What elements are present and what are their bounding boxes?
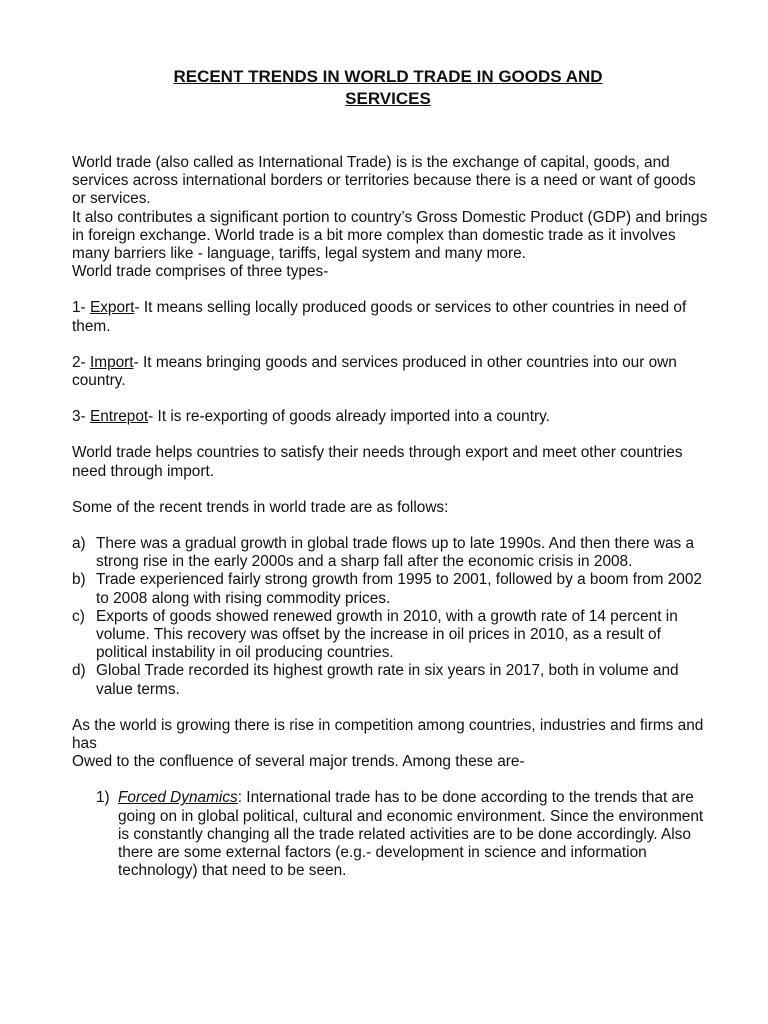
list-item: b) Trade experienced fairly strong growth from 1995 to 2001, followed by a boom from 2002 to 2008 along with rising commodity prices. <box>72 571 702 607</box>
list-item: c) Exports of goods showed renewed growth in 2010, with a growth rate of 14 percent in volume. This recovery was offset by the increase in oil prices in 2010, as a result of political instability in oil producing countries. <box>72 607 678 662</box>
type-entrepot: 3- Entrepot- It is re-exporting of goods already imported into a country. <box>72 408 550 426</box>
title-line-1: RECENT TRENDS IN WORLD TRADE IN GOODS AND <box>173 67 603 86</box>
trends-list <box>72 535 712 699</box>
forced-dynamics-term: Forced Dynamics <box>118 789 238 807</box>
type-export: 1- Export- It means selling locally produced goods or services to other countries in need of them. <box>72 299 687 335</box>
type-export-term: Export <box>89 299 135 317</box>
competition-paragraph-1: As the world is growing there is rise in competition among countries, industries and firms and has <box>72 716 704 753</box>
helps-paragraph: World trade helps countries to satisfy their needs through export and meet other countries need through import. <box>72 444 683 480</box>
intro-paragraph-3: World trade comprises of three types- <box>72 263 329 281</box>
intro-paragraph-2: It also contributes a significant portion to country’s Gross Domestic Product (GDP) and brings in foreign exchange. World trade is a bit more complex than domestic trade as it involves many barriers like - language, tariffs, legal system and many more. <box>72 208 708 263</box>
intro-paragraph-1: World trade (also called as International Trade) is is the exchange of capital, goods, and services across international borders or territories because there is a need or want of goods or services. <box>72 154 696 208</box>
trends-intro: Some of the recent trends in world trade are as follows: <box>72 498 449 516</box>
list-item: a) There was a gradual growth in global trade flows up to late 1990s. And then there was a strong rise in the early 2000s and a sharp fall after the economic crisis in 2008. <box>72 535 695 571</box>
type-import-term: Import <box>89 353 134 371</box>
type-import: 2- Import- It means bringing goods and services produced in other countries into our own country. <box>72 353 677 390</box>
list-item: d) Global Trade recorded its highest growth rate in six years in 2017, both in volume and value terms. <box>72 662 679 698</box>
document-title <box>64 66 712 110</box>
major-trends-list <box>72 789 712 880</box>
list-item: 1) Forced Dynamics: International trade has to be done according to the trends that are going on in global political, cultural and economic environment. Since the environment is constantly changing all the trade related activities are to be done accordingly. Also there are some external factors (e.g.- development in science and information technology) that need to be seen. <box>96 789 704 880</box>
title-line-2: SERVICES <box>345 89 431 108</box>
type-entrepot-term: Entrepot <box>89 408 149 426</box>
competition-paragraph-2: Owed to the confluence of several major trends. Among these are- <box>72 753 525 771</box>
